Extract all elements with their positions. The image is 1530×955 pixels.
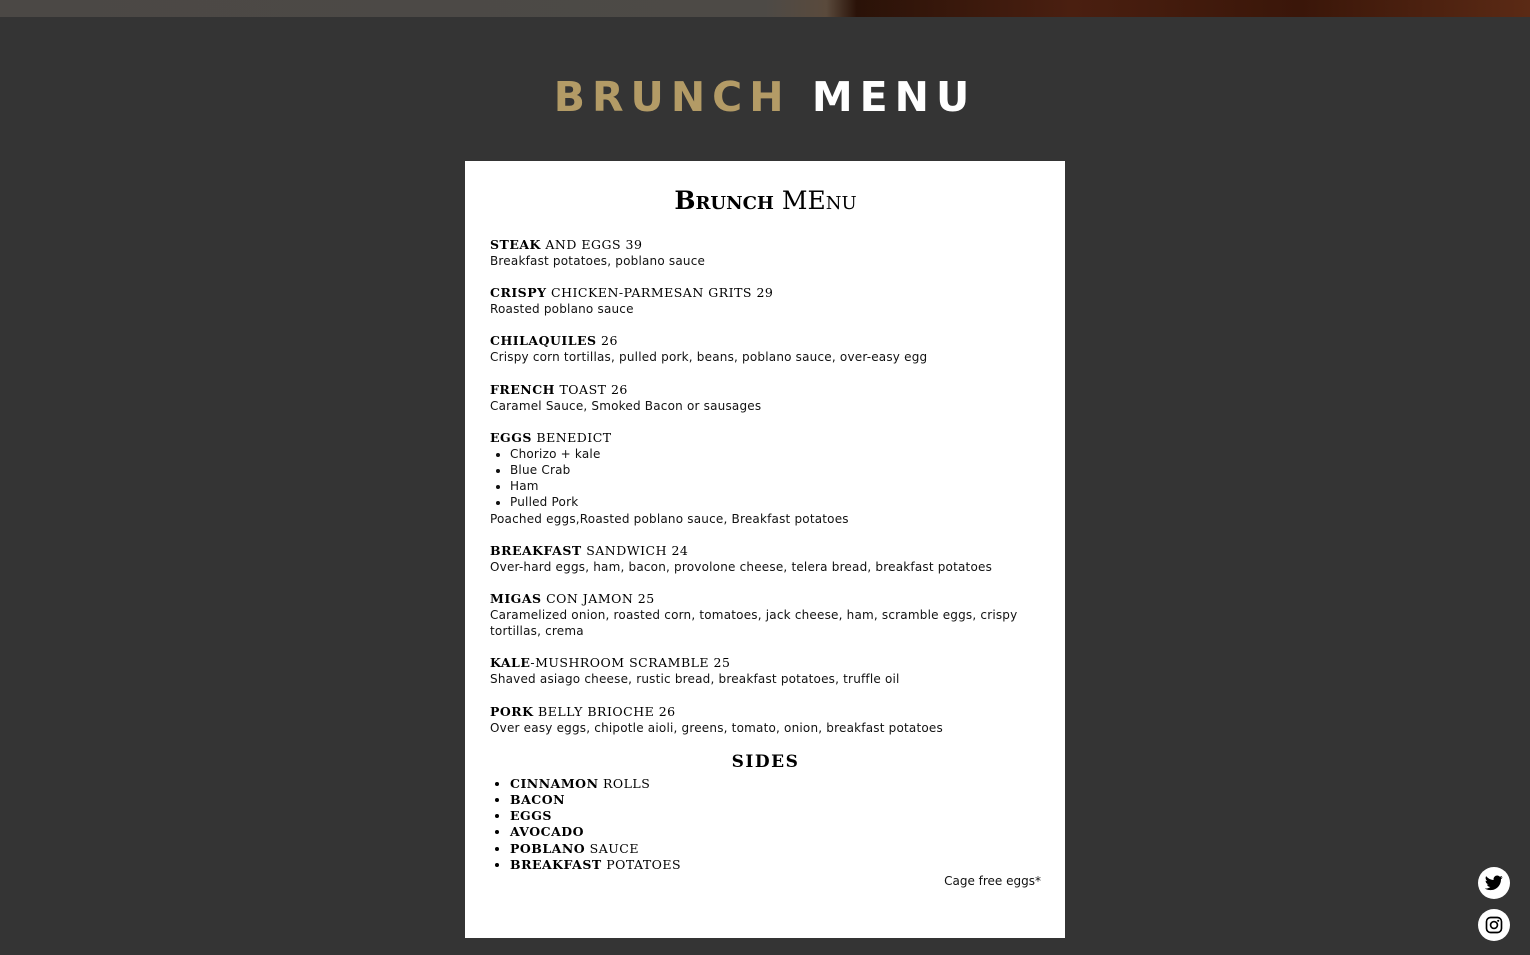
menu-item-description: Crispy corn tortillas, pulled pork, beans, poblano sauce, over-easy egg — [490, 350, 928, 365]
side-item — [510, 841, 1041, 857]
menu-item-name-bold: CRISPY — [490, 285, 547, 301]
menu-item-name-bold: FRENCH — [490, 381, 555, 397]
menu-item-description: Poached eggs,Roasted poblano sauce, Breakfast potatoes — [490, 511, 849, 526]
menu-item-description: Over-hard eggs, ham, bacon, provolone cheese, telera bread, breakfast potatoes — [490, 559, 993, 574]
side-item — [510, 857, 1041, 873]
instagram-icon — [1485, 916, 1503, 934]
menu-item-description: Caramelized onion, roasted corn, tomatoes, jack cheese, ham, scramble eggs, crispy tortillas, crema — [490, 608, 1018, 639]
side-item-rest: SAUCE — [585, 840, 639, 856]
menu-item-name-bold: CHILAQUILES — [490, 333, 597, 349]
menu-item — [490, 704, 1041, 736]
menu-item-name — [490, 591, 1041, 607]
header-image-strip — [0, 0, 1530, 17]
menu-item-name — [490, 237, 1041, 253]
menu-item-name — [490, 704, 1041, 720]
side-item — [510, 824, 1041, 840]
menu-item-name-rest: -MUSHROOM SCRAMBLE 25 — [530, 655, 731, 671]
menu-item — [490, 591, 1041, 639]
twitter-icon — [1485, 875, 1503, 891]
menu-item-option: • Ham — [510, 478, 1041, 494]
menu-item-options — [490, 446, 1041, 511]
menu-item-option: • Blue Crab — [510, 462, 1041, 478]
instagram-link[interactable] — [1478, 909, 1510, 941]
menu-item-description: Roasted poblano sauce — [490, 302, 634, 317]
menu-item-name-bold: EGGS — [490, 429, 532, 445]
menu-item-name — [490, 655, 1041, 671]
menu-item-name-rest: CHICKEN-PARMESAN GRITS 29 — [546, 285, 774, 301]
menu-item-name — [490, 543, 1041, 559]
menu-item-description: Shaved asiago cheese, rustic bread, breakfast potatoes, truffle oil — [490, 672, 900, 687]
menu-item-name — [490, 430, 1041, 446]
menu-item — [490, 543, 1041, 575]
side-item-bold: BACON — [510, 792, 566, 808]
menu-item — [490, 655, 1041, 687]
side-item-rest: ROLLS — [598, 775, 651, 791]
side-item-bold: AVOCADO — [510, 824, 585, 840]
menu-items — [490, 237, 1041, 736]
footnote: Cage free eggs* — [944, 874, 1041, 889]
sides-list — [490, 776, 1041, 873]
menu-item — [490, 382, 1041, 414]
menu-item-description: Caramel Sauce, Smoked Bacon or sausages — [490, 398, 762, 413]
side-item-bold: POBLANO — [510, 840, 586, 856]
menu-item-description: Over easy eggs, chipotle aioli, greens, tomato, onion, breakfast potatoes — [490, 720, 943, 735]
side-item-bold: EGGS — [510, 808, 552, 824]
side-item — [510, 792, 1041, 808]
menu-item-name-bold: KALE — [490, 655, 531, 671]
side-item — [510, 808, 1041, 824]
menu-item-name-rest: TOAST 26 — [554, 381, 628, 397]
twitter-link[interactable] — [1478, 867, 1510, 899]
menu-item-name-rest: AND EGGS 39 — [540, 237, 643, 252]
side-item-bold: CINNAMON — [510, 775, 599, 791]
menu-item-description: Breakfast potatoes, poblano sauce — [490, 254, 706, 268]
card-title-regular: MEnu — [781, 186, 857, 215]
side-item — [510, 776, 1041, 792]
card-title — [490, 186, 1041, 216]
page-title-part1: BRUNCH — [553, 73, 791, 121]
menu-item-name-bold: BREAKFAST — [490, 542, 582, 558]
side-item-rest: POTATOES — [601, 856, 682, 872]
menu-item — [490, 237, 1041, 269]
menu-item-name — [490, 333, 1041, 349]
menu-item — [490, 430, 1041, 527]
side-item-bold: BREAKFAST — [510, 856, 602, 872]
menu-card — [465, 161, 1065, 938]
menu-item-name-bold: STEAK — [490, 237, 541, 252]
menu-item-name-rest: BELLY BRIOCHE 26 — [533, 703, 676, 719]
menu-item-name — [490, 285, 1041, 301]
page-title-part2: MENU — [811, 73, 977, 121]
menu-item-option: • Pulled Pork — [510, 494, 1041, 510]
menu-item-name-rest: CON JAMON 25 — [541, 591, 655, 607]
menu-item-name-bold: PORK — [490, 703, 534, 719]
page-title — [0, 74, 1530, 120]
menu-item-name-rest: BENEDICT — [531, 429, 612, 445]
menu-item-option: • Chorizo + kale — [510, 446, 1041, 462]
sides-title: SIDES — [731, 751, 800, 772]
menu-item-name-bold: MIGAS — [490, 591, 542, 607]
menu-item-name — [490, 382, 1041, 398]
menu-item — [490, 285, 1041, 317]
menu-item — [490, 333, 1041, 365]
card-title-bold: Brunch — [674, 186, 774, 215]
menu-item-name-rest: SANDWICH 24 — [581, 542, 689, 558]
menu-item-name-rest: 26 — [596, 333, 618, 349]
